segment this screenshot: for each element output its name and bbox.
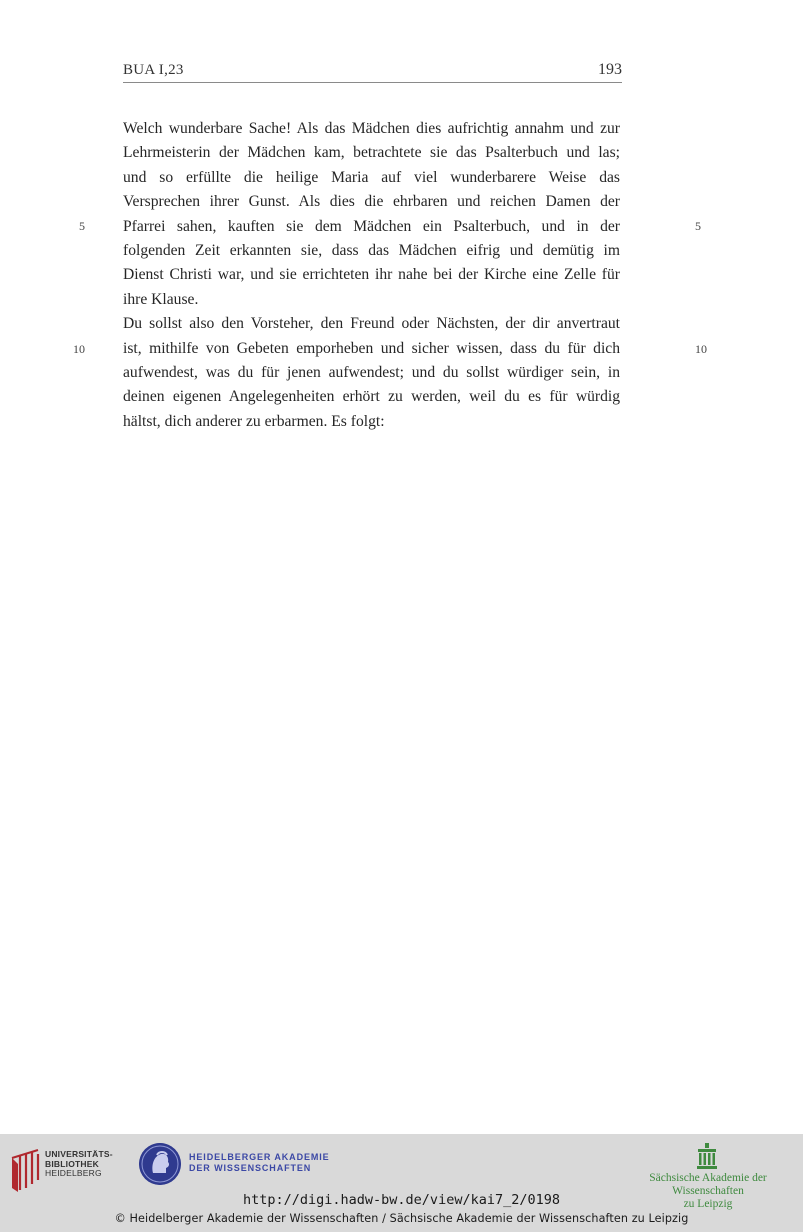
text-line: ist, mithilfe von Gebeten emporheben und sicher wissen, dass du für dich xyxy=(123,339,620,357)
text-line: und so erfüllte die heilige Maria auf viel wunderbarere Weise das xyxy=(123,168,620,186)
footer-bar xyxy=(0,1134,803,1232)
line-number-left-10: 10 xyxy=(73,342,85,356)
athena-seal-icon xyxy=(139,1143,181,1185)
copyright-notice: © Heidelberger Akademie der Wissenschaften / Sächsische Akademie der Wissenschaften zu Leipzig xyxy=(114,1212,689,1225)
text-line: Dienst Christi war, und sie errichteten ihr nahe bei der Kirche eine Zelle für xyxy=(123,266,620,284)
hadw-logo-line2: DER WISSENSCHAFTEN xyxy=(189,1163,312,1173)
text-line: aufwendest, was du für jenen aufwendest; und du sollst würdiger sein, in xyxy=(123,363,620,381)
body-text xyxy=(123,117,620,434)
saw-logo-line2: zu Leipzig xyxy=(683,1198,733,1210)
text-line: hältst, dich anderer zu erbarmen. Es folgt: xyxy=(123,412,385,430)
text-line: Versprechen ihrer Gunst. Als dies die ehrbaren und reichen Damen der xyxy=(123,193,620,211)
running-head xyxy=(123,60,622,83)
building-icon xyxy=(697,1143,717,1169)
ub-logo-line3: HEIDELBERG xyxy=(45,1168,102,1178)
text-line: Pfarrei sahen, kauften sie dem Mädchen ein Psalterbuch, und in der xyxy=(123,217,620,235)
line-number-right-5: 5 xyxy=(695,219,701,233)
text-line: deinen eigenen Angelegenheiten erhört zu werden, weil du es für würdig xyxy=(123,388,620,406)
page-number: 193 xyxy=(598,61,622,78)
section-reference: BUA I,23 xyxy=(123,62,184,78)
saw-logo-line1: Sächsische Akademie der Wissenschaften xyxy=(649,1172,767,1197)
text-line: folgenden Zeit erkannten sie, dass das Mädchen eifrig und demütig im xyxy=(123,241,620,259)
text-line: Welch wunderbare Sache! Als das Mädchen dies aufrichtig annahm und zur xyxy=(123,120,620,137)
text-line: Du sollst also den Vorsteher, den Freund oder Nächsten, der dir anvertraut xyxy=(123,315,620,333)
hadw-logo-line1: HEIDELBERGER AKADEMIE xyxy=(189,1152,330,1162)
ub-logo-line1: UNIVERSITÄTS- xyxy=(45,1149,113,1159)
line-number-right-10: 10 xyxy=(695,342,707,356)
ub-logo-text xyxy=(45,1150,113,1179)
permalink-url[interactable]: http://digi.hadw-bw.de/view/kai7_2/0198 xyxy=(243,1192,560,1208)
text-line: ihre Klause. xyxy=(123,290,199,308)
text-line: Lehrmeisterin der Mädchen kam, betrachtete sie das Psalterbuch und las; xyxy=(123,144,620,162)
line-number-left-5: 5 xyxy=(79,219,85,233)
hadw-logo-text xyxy=(189,1152,330,1174)
ub-logo-line2: BIBLIOTHEK xyxy=(45,1158,99,1169)
